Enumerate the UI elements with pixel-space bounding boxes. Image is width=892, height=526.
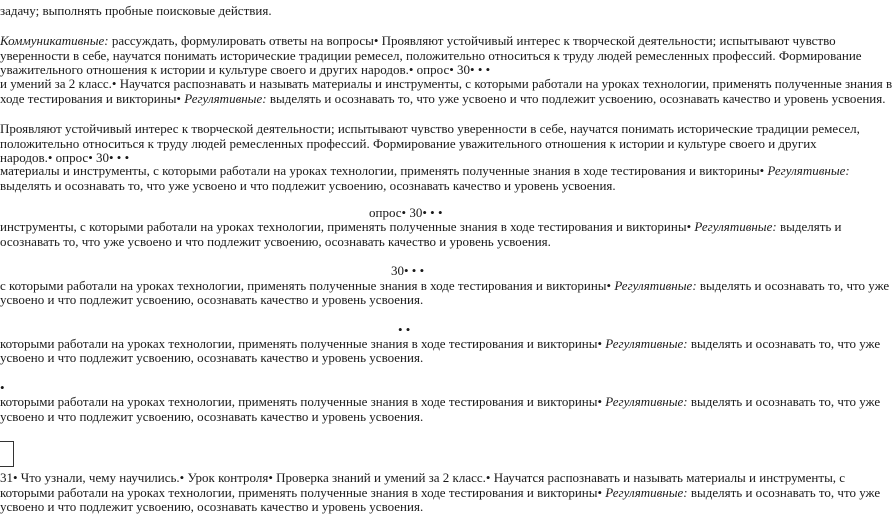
text-line: положительно относиться к труду людей ремесленных профессий. Формирование уважительного отношения к истории и культуре своего и других xyxy=(0,136,817,151)
regulative-label: Регулятивные: xyxy=(614,278,697,293)
regulative-label: Регулятивные: xyxy=(184,91,267,106)
text-line: 31• Что узнали, чему научились.• Урок контроля• Проверка знаний и умений за 2 класс.• Научатся распознавать и называть материалы и инструменты, с xyxy=(0,470,846,485)
text-line: 30• • • xyxy=(391,263,425,278)
text-line: выделять и осознавать то, что уже усвоено и что подлежит усвоению, осознавать качество и уровень усвоения. xyxy=(0,178,616,193)
regulative-label: Регулятивные: xyxy=(767,163,850,178)
regulative-label: Регулятивные: xyxy=(605,336,688,351)
table-cell-border xyxy=(0,441,14,467)
text-line: которыми работали на уроках технологии, применять полученные знания в ходе тестирования и викторины• Регулятивные: выделять и осознавать то, что уже xyxy=(0,485,881,500)
text-line: уверенности в себе, научатся понимать исторические традиции ремесел, положительно относиться к труду людей ремесленных профессий. Формирование xyxy=(0,48,862,63)
regulative-label: Регулятивные: xyxy=(605,485,688,500)
text-line: • • xyxy=(398,322,411,337)
text-line: осознавать то, что уже усвоено и что подлежит усвоению, осознавать качество и уровень усвоения. xyxy=(0,234,551,249)
text-line: инструменты, с которыми работали на уроках технологии, применять полученные знания в ходе тестирования и викторины• Регулятивные: выделять и xyxy=(0,219,842,234)
communicative-label: Коммуникативные: xyxy=(0,33,109,48)
regulative-label: Регулятивные: xyxy=(694,219,777,234)
text-line: уважительного отношения к истории и культуре своего и других народов.• опрос• 30• • • xyxy=(0,62,491,77)
text-line: и умений за 2 класс.• Научатся распознавать и называть материалы и инструменты, с которыми работали на уроках технологии, применять полученные знания в xyxy=(0,76,892,91)
text-line: усвоено и что подлежит усвоению, осознавать качество и уровень усвоения. xyxy=(0,350,424,365)
text-line: которыми работали на уроках технологии, применять полученные знания в ходе тестирования и викторины• Регулятивные: выделять и осознавать то, что уже xyxy=(0,336,881,351)
text-line: народов.• опрос• 30• • • xyxy=(0,150,130,165)
text-line: задачу; выполнять пробные поисковые действия. xyxy=(0,3,272,18)
text-line: Коммуникативные: рассуждать, формулировать ответы на вопросы• Проявляют устойчивый интерес к творческой деятельности; испытывают чувство xyxy=(0,33,836,48)
text-line: материалы и инструменты, с которыми работали на уроках технологии, применять полученные знания в ходе тестирования и викторины• Регулятивные: xyxy=(0,163,850,178)
text-line: усвоено и что подлежит усвоению, осознавать качество и уровень усвоения. xyxy=(0,409,424,424)
text-line: усвоено и что подлежит усвоению, осознавать качество и уровень усвоения. xyxy=(0,499,424,514)
text-line: усвоено и что подлежит усвоению, осознавать качество и уровень усвоения. xyxy=(0,292,424,307)
text-line: • xyxy=(0,380,5,395)
regulative-label: Регулятивные: xyxy=(605,394,688,409)
text-line: ходе тестирования и викторины• Регулятивные: выделять и осознавать то, что уже усвоено и что подлежит усвоению, осознавать качество и уровень усвоения. xyxy=(0,91,886,106)
text-line: Проявляют устойчивый интерес к творческой деятельности; испытывают чувство уверенности в себе, научатся понимать исторические традиции ремесел, xyxy=(0,121,860,136)
text-line: которыми работали на уроках технологии, применять полученные знания в ходе тестирования и викторины• Регулятивные: выделять и осознавать то, что уже xyxy=(0,394,881,409)
text-line: с которыми работали на уроках технологии, применять полученные знания в ходе тестирования и викторины• Регулятивные: выделять и осознавать то, что уже xyxy=(0,278,890,293)
text-line: опрос• 30• • • xyxy=(369,205,443,220)
